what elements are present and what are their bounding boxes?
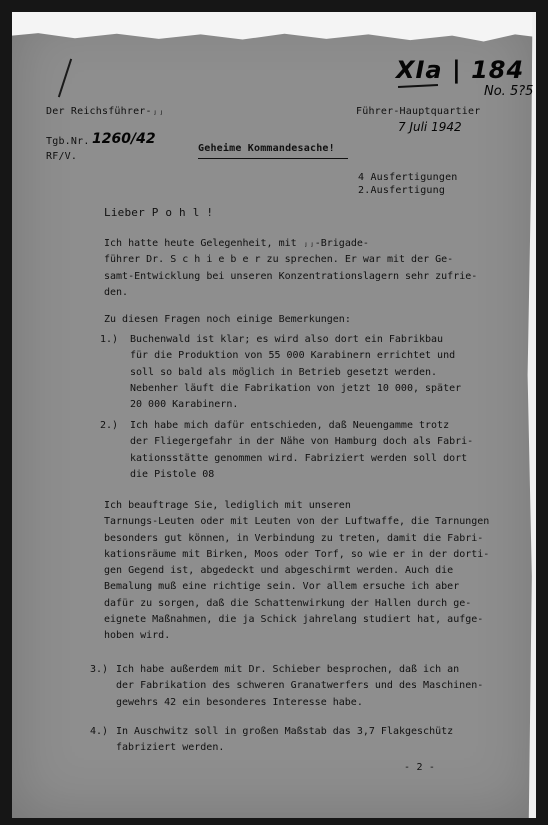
copies-total: 4 Ausfertigungen — [358, 172, 458, 183]
classification-stamp: Geheime Kommandesache! — [198, 143, 335, 154]
text-line: fabriziert werden. — [116, 742, 225, 754]
copy-number: 2.Ausfertigung — [358, 185, 446, 196]
text-line: dafür zu sorgen, daß die Schattenwirkung der Hallen durch ge- — [104, 597, 472, 609]
text-line: hoben wird. — [104, 630, 171, 642]
initials-line: RF/V. — [46, 151, 78, 162]
file-number: 1260/42 — [92, 131, 156, 147]
item-4-text — [116, 724, 453, 757]
item-3-number: 3.) — [90, 664, 109, 675]
text-line: Ich habe mich dafür entschieden, daß Neuengamme trotz — [130, 420, 450, 431]
text-line: Tarnungs-Leuten oder mit Leuten von der Luftwaffe, die Tarnungen — [104, 516, 490, 528]
torn-paper-edge — [12, 12, 536, 44]
text-line: besonders gut können, in Verbindung zu treten, damit die Fabri- — [104, 532, 484, 544]
item-2-text — [130, 418, 473, 483]
text-line: der Fabrikation des schweren Granatwerfers und des Maschinen- — [116, 680, 484, 692]
archive-mark: XIa | 184 — [396, 56, 525, 84]
text-line: gewehrs 42 ein besonderes Interesse habe. — [116, 696, 363, 708]
item-2-number: 2.) — [100, 420, 119, 431]
text-line: Nebenher läuft die Fabrikation von jetzt 10 000, später — [130, 382, 462, 394]
text-line: eignete Maßnahmen, die ja Schick jahrelang studiert hat, aufge- — [104, 614, 484, 626]
text-line: Ich hatte heute Gelegenheit, mit ⱼⱼ-Brigade- — [104, 238, 369, 249]
salutation: Lieber P o h l ! — [104, 206, 214, 219]
archive-number: No. 5?5 — [484, 84, 534, 99]
document-page — [12, 12, 536, 818]
sender-line: Der Reichsführer-ⱼⱼ — [46, 106, 165, 117]
text-line: 20 000 Karabinern. — [130, 399, 239, 411]
text-line: den. — [104, 286, 129, 298]
text-line: soll so bald als möglich in Betrieb gesetzt werden. — [130, 366, 438, 378]
text-line: kationsstätte genommen wird. Fabriziert werden soll dort — [130, 452, 468, 464]
item-1-text — [130, 332, 461, 413]
text-line: die Pistole 08 — [130, 468, 215, 480]
remarks-intro: Zu diesen Fragen noch einige Bemerkungen: — [104, 314, 351, 325]
text-line: der Fliegergefahr in der Nähe von Hamburg doch als Fabri- — [130, 436, 474, 448]
paper-right-edge — [524, 12, 536, 818]
location-line: Führer-Hauptquartier — [356, 106, 481, 117]
text-line: führer Dr. S c h i e b e r zu sprechen. Er war mit der Ge- — [104, 254, 454, 266]
item-1-number: 1.) — [100, 334, 119, 345]
text-line: Bemalung muß eine richtige sein. Vor allem ersuche ich aber — [104, 581, 460, 593]
item-4-number: 4.) — [90, 726, 109, 737]
classification-underline — [198, 158, 348, 159]
camouflage-paragraph — [104, 498, 489, 645]
text-line: für die Produktion von 55 000 Karabinern errichtet und — [130, 350, 456, 362]
date-line: 7 Juli 1942 — [398, 120, 462, 134]
text-line: In Auschwitz soll in großen Maßstab das 3,7 Flakgeschütz — [116, 726, 454, 737]
text-line: Ich habe außerdem mit Dr. Schieber besprochen, daß ich an — [116, 664, 460, 675]
intro-paragraph — [104, 236, 477, 301]
text-line: gen Gegend ist, abgedeckt und abgeschirmt werden. Auch die — [104, 565, 454, 577]
text-line: Buchenwald ist klar; es wird also dort ein Fabrikbau — [130, 334, 444, 345]
page-number: - 2 - — [404, 762, 436, 773]
item-3-text — [116, 662, 483, 711]
archive-mark-underline — [398, 84, 438, 88]
file-number-label: Tgb.Nr. — [46, 136, 90, 147]
text-line: Ich beauftrage Sie, lediglich mit unseren — [104, 500, 351, 511]
pen-stroke — [58, 59, 72, 98]
text-line: kationsräume mit Birken, Moos oder Torf, so wie er in der dorti- — [104, 548, 490, 560]
text-line: samt-Entwicklung bei unseren Konzentrationslagern sehr zufrie- — [104, 270, 478, 282]
